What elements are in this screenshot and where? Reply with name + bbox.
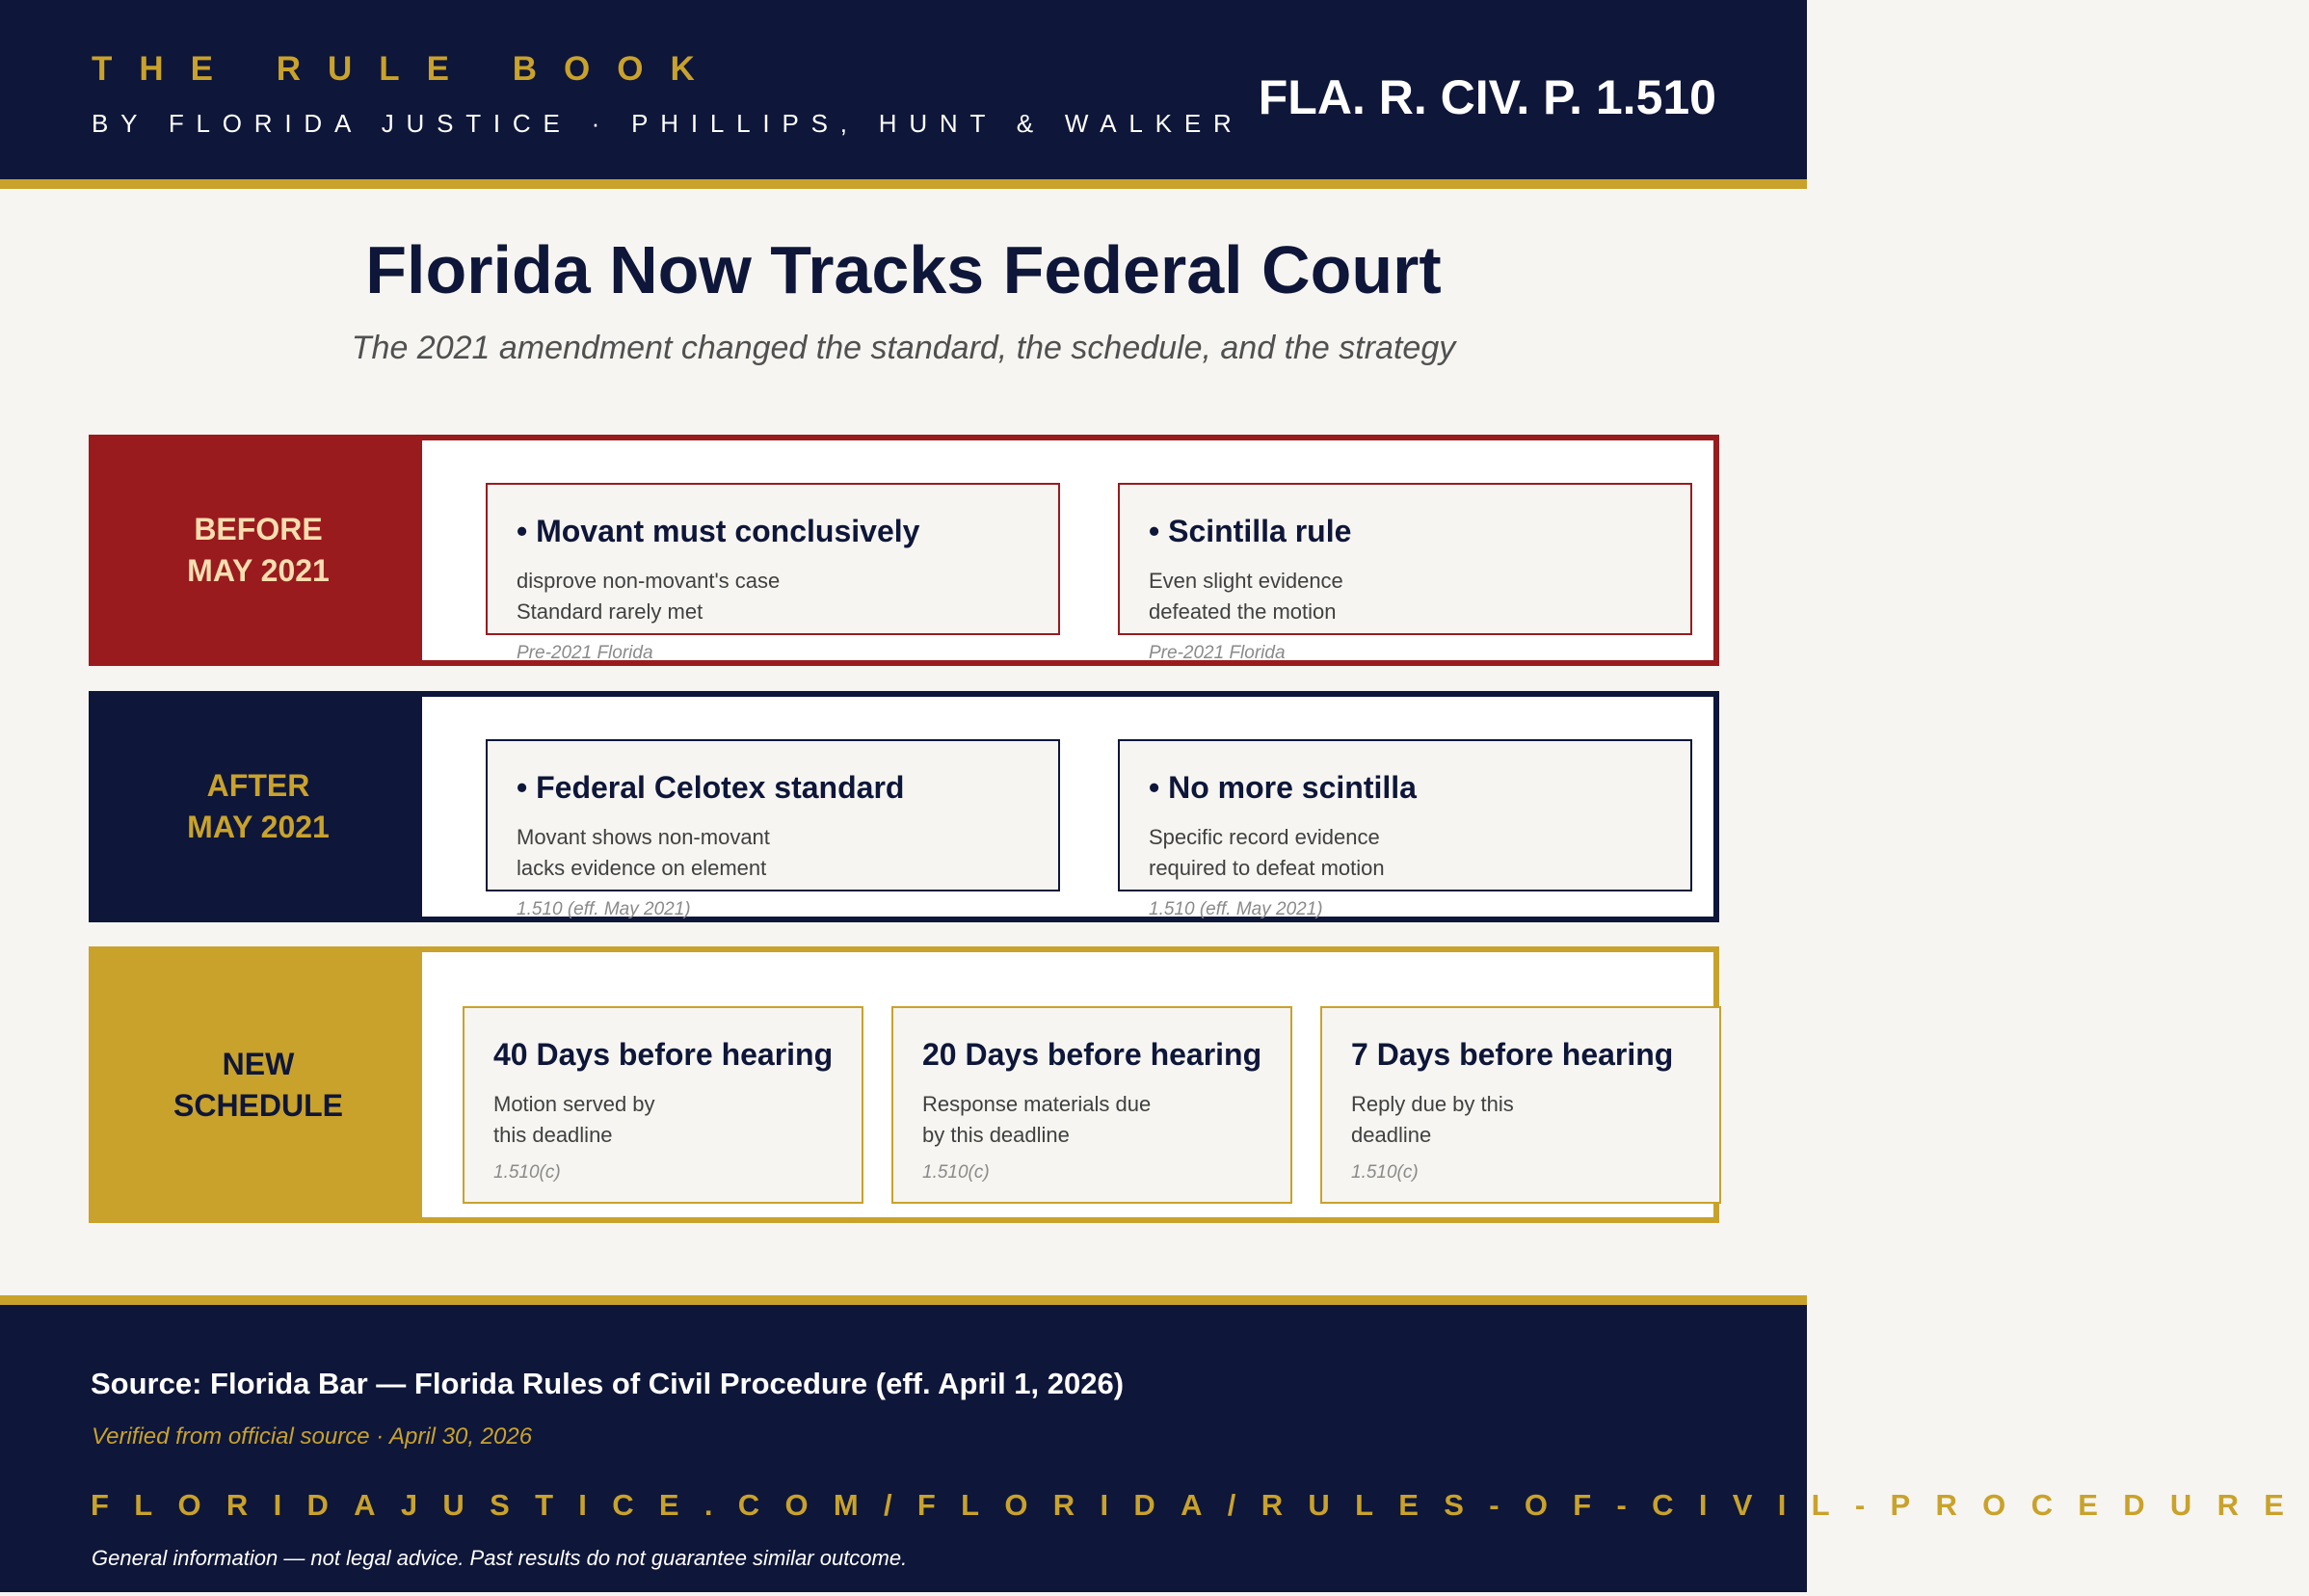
- card-description: [922, 1089, 1151, 1151]
- after-label: [94, 697, 422, 917]
- card-desc-line: Reply due by this: [1351, 1092, 1514, 1116]
- before-label-line1: BEFORE: [194, 512, 323, 546]
- schedule-card-20-days: [891, 1006, 1292, 1204]
- card-desc-line: lacks evidence on element: [517, 856, 767, 880]
- page-subtitle: The 2021 amendment changed the standard, the schedule, and the strategy: [351, 330, 1456, 366]
- before-card-2: [1118, 483, 1692, 635]
- schedule-panel: [89, 946, 1719, 1223]
- card-description: [517, 566, 780, 627]
- card-desc-line: required to defeat motion: [1149, 856, 1385, 880]
- rule-citation: FLA. R. CIV. P. 1.510: [1258, 70, 1716, 124]
- before-panel: [89, 435, 1719, 666]
- card-desc-line: Motion served by: [493, 1092, 655, 1116]
- verification-note: Verified from official source · April 30, 2026: [92, 1423, 533, 1450]
- card-description: [493, 1089, 655, 1151]
- before-label: [94, 440, 422, 660]
- schedule-label-line2: SCHEDULE: [173, 1087, 343, 1123]
- schedule-card-7-days: [1320, 1006, 1721, 1204]
- schedule-label-line1: NEW: [222, 1046, 295, 1081]
- card-source-note: 1.510 (eff. May 2021): [517, 899, 691, 919]
- card-desc-line: Standard rarely met: [517, 599, 703, 624]
- footer-bar: [0, 1295, 2309, 1592]
- after-card-1: [486, 739, 1060, 891]
- card-source-note: 1.510(c): [1351, 1162, 1419, 1183]
- card-title: • Federal Celotex standard: [517, 770, 905, 805]
- brand-title: THE RULE BOOK: [92, 50, 722, 88]
- after-label-line1: AFTER: [206, 768, 310, 803]
- card-description: [517, 822, 770, 884]
- website-url[interactable]: FLORIDAJUSTICE.COM/FLORIDA/RULES-OF-CIVIL-PROCEDURE: [91, 1488, 2309, 1522]
- card-desc-line: deadline: [1351, 1123, 1432, 1147]
- card-source-note: Pre-2021 Florida: [517, 643, 653, 663]
- card-title: • No more scintilla: [1149, 770, 1417, 805]
- card-desc-line: by this deadline: [922, 1123, 1070, 1147]
- card-source-note: 1.510(c): [922, 1162, 990, 1183]
- card-title: 20 Days before hearing: [922, 1037, 1262, 1072]
- schedule-card-40-days: [463, 1006, 863, 1204]
- legal-disclaimer: General information — not legal advice. Past results do not guarantee similar outcome.: [92, 1546, 908, 1570]
- card-desc-line: Movant shows non-movant: [517, 825, 770, 849]
- card-source-note: 1.510(c): [493, 1162, 561, 1183]
- card-title: • Movant must conclusively: [517, 514, 920, 548]
- page-title: Florida Now Tracks Federal Court: [365, 232, 1442, 307]
- card-desc-line: disprove non-movant's case: [517, 569, 781, 593]
- header-bar: [0, 0, 1807, 189]
- brand-byline: BY FLORIDA JUSTICE · PHILLIPS, HUNT & WALKER: [92, 109, 1244, 138]
- before-card-1: [486, 483, 1060, 635]
- card-desc-line: Response materials due: [922, 1092, 1152, 1116]
- source-citation: Source: Florida Bar — Florida Rules of Civil Procedure (eff. April 1, 2026): [91, 1367, 1125, 1400]
- card-description: [1149, 566, 1343, 627]
- before-label-line2: MAY 2021: [187, 553, 330, 588]
- card-description: [1149, 822, 1385, 884]
- card-title: 7 Days before hearing: [1351, 1037, 1674, 1072]
- after-label-line2: MAY 2021: [187, 810, 330, 844]
- card-title: • Scintilla rule: [1149, 514, 1352, 548]
- schedule-label: [94, 952, 422, 1217]
- card-source-note: Pre-2021 Florida: [1149, 643, 1286, 663]
- card-desc-line: Even slight evidence: [1149, 569, 1343, 593]
- card-description: [1351, 1089, 1514, 1151]
- card-desc-line: Specific record evidence: [1149, 825, 1380, 849]
- card-desc-line: defeated the motion: [1149, 599, 1337, 624]
- after-card-2: [1118, 739, 1692, 891]
- after-panel: [89, 691, 1719, 922]
- card-title: 40 Days before hearing: [493, 1037, 834, 1072]
- card-source-note: 1.510 (eff. May 2021): [1149, 899, 1323, 919]
- card-desc-line: this deadline: [493, 1123, 613, 1147]
